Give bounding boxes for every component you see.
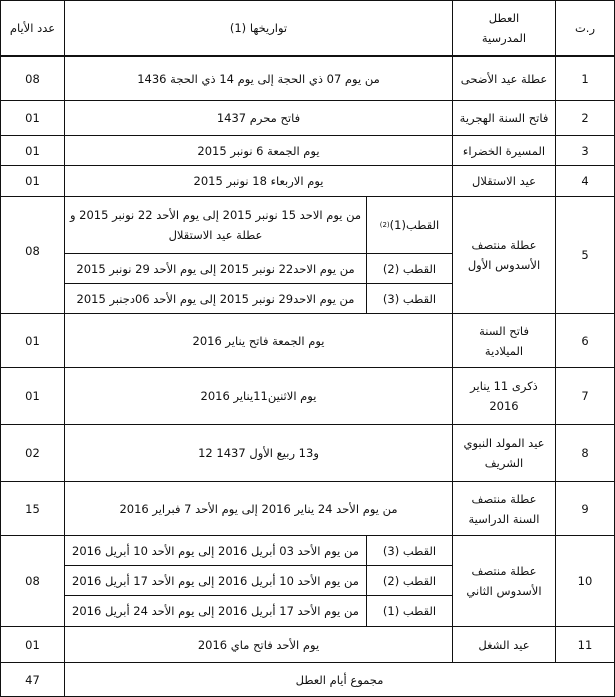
row-holiday-name: فاتح السنة الهجرية <box>459 111 549 125</box>
row-holiday-name-line2: الأسدوس الثاني <box>466 584 542 598</box>
header-dates: تواريخها (1) <box>229 21 288 35</box>
row-days: 02 <box>25 446 40 460</box>
row-num: 7 <box>581 389 589 403</box>
row-num: 8 <box>581 446 589 460</box>
row-days: 01 <box>25 637 40 652</box>
header-num: ر.ت <box>574 21 596 35</box>
row-num: 10 <box>577 574 593 588</box>
sub-dates-line1: من يوم الاحد 15 نونبر 2015 إلى يوم الأحد 22 نونبر 2015 و <box>69 208 362 222</box>
header-holiday-line1: العطل <box>488 11 520 25</box>
sub-dates: من يوم الاحد29 نونبر 2015 إلى يوم الأحد 06دجنبر 2015 <box>76 291 355 306</box>
sub-label: القطب (2) <box>382 261 437 276</box>
sub-label <box>367 197 452 253</box>
row-num: 4 <box>581 174 589 188</box>
sub-dates: من يوم الأحد 10 أبريل 2016 إلى يوم الأحد 17 أبريل 2016 <box>72 573 359 588</box>
row-days: 01 <box>25 111 40 125</box>
row-holiday-name-line1: فاتح السنة <box>479 323 529 338</box>
sub-label-sup: (2) <box>379 221 390 229</box>
row-dates: من يوم الأحد 24 يناير 2016 إلى يوم الأحد 7 فبراير 2016 <box>119 501 398 516</box>
row-holiday-name <box>453 425 555 481</box>
row-holiday-name: عطلة عيد الأضحى <box>460 71 548 86</box>
row-holiday-name <box>453 368 555 424</box>
sub-dates <box>65 197 366 253</box>
row-days: 08 <box>25 574 40 588</box>
row-holiday-name-line2: 2016 <box>489 399 519 413</box>
row-holiday-name-line2: الأسدوس الأول <box>467 258 541 272</box>
total-days: 47 <box>25 672 40 687</box>
row-num: 3 <box>581 143 589 158</box>
row-days: 01 <box>25 333 40 348</box>
sub-label: القطب (3) <box>382 291 437 306</box>
row-days: 08 <box>25 71 40 86</box>
sub-label: القطب (1) <box>382 604 437 618</box>
sub-dates: من يوم الاحد22 نونبر 2015 إلى يوم الأحد 29 نونبر 2015 <box>76 261 355 276</box>
sub-label-text: القطب(1) <box>389 218 440 232</box>
row-days: 01 <box>25 143 40 158</box>
row-dates: يوم الاربعاء 18 نونبر 2015 <box>193 174 324 188</box>
row-days: 15 <box>25 501 40 516</box>
row-dates: يوم الجمعة فاتح يناير 2016 <box>192 333 325 348</box>
row-num: 5 <box>581 248 589 262</box>
row-dates: يوم الاثنين11يناير 2016 <box>200 389 317 403</box>
row-days: 01 <box>25 389 40 403</box>
sub-dates: من يوم الأحد 17 أبريل 2016 إلى يوم الأحد 24 أبريل 2016 <box>72 604 359 618</box>
row-holiday-name: المسيرة الخضراء <box>462 143 546 158</box>
row-num: 9 <box>581 501 589 516</box>
row-holiday-name <box>453 536 555 626</box>
sub-label: القطب (2) <box>382 573 437 588</box>
row-days: 01 <box>25 174 40 188</box>
row-holiday-name-line1: عطلة منتصف <box>471 564 537 578</box>
sub-label: القطب (3) <box>382 543 437 558</box>
row-num: 11 <box>577 637 593 652</box>
row-holiday-name: عيد الاستقلال <box>472 174 536 188</box>
row-holiday-name <box>453 482 555 535</box>
row-num: 1 <box>581 71 589 86</box>
row-holiday-name-line2: السنة الدراسية <box>468 511 540 526</box>
row-holiday-name-line1: عطلة منتصف <box>471 491 537 506</box>
row-holiday-name-line1: ذكرى 11 يناير <box>470 379 538 393</box>
row-holiday-name-line1: عطلة منتصف <box>471 238 537 252</box>
row-holiday-name <box>453 197 555 313</box>
header-holiday <box>453 1 555 55</box>
row-num: 6 <box>581 333 589 348</box>
sub-dates: من يوم الأحد 03 أبريل 2016 إلى يوم الأحد 10 أبريل 2016 <box>72 543 359 558</box>
row-holiday-name-line2: الشريف <box>484 456 524 470</box>
header-holiday-line2: المدرسية <box>481 31 527 45</box>
row-holiday-name-line2: الميلادية <box>484 343 524 358</box>
row-holiday-name: عيد الشغل <box>478 637 530 652</box>
total-label: مجموع أيام العطل <box>295 672 384 687</box>
header-days: عدد الأيام <box>9 21 56 35</box>
row-num: 2 <box>581 111 589 125</box>
row-dates: يوم الجمعة 6 نونبر 2015 <box>197 143 320 158</box>
row-days: 08 <box>25 244 40 258</box>
row-dates: من يوم 07 ذي الحجة إلى يوم 14 ذي الحجة 1436 <box>137 71 380 86</box>
row-dates: فاتح محرم 1437 <box>216 111 301 125</box>
sub-dates-line2: عطلة عيد الاستقلال <box>168 228 263 242</box>
row-holiday-name <box>453 314 555 367</box>
row-dates: يوم الأحد فاتح ماي 2016 <box>197 637 320 652</box>
row-dates: 12 و13 ربيع الأول 1437 <box>198 446 319 460</box>
row-holiday-name-line1: عيد المولد النبوي <box>463 436 545 450</box>
